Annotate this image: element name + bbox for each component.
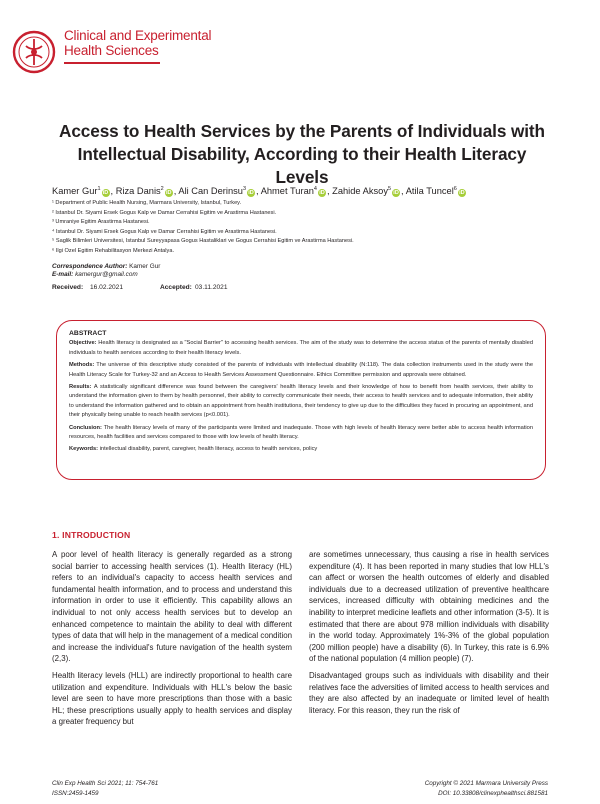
author-name: Zahide Aksoy [332,186,388,196]
footer-left [52,779,158,798]
author-affil-sup: 6 [453,186,457,192]
paragraph: Health literacy levels (HLL) are indirectly proportional to health care utilization and expenditure. Individuals with HLL's below the basic level are seen to have more prescriptions than those with a basic HL; these prescriptions usually apply to health services and display a greater frequency but [52,670,292,727]
correspondence-name: Kamer Gur [129,263,161,270]
affiliations [52,199,552,257]
accepted-label: Accepted: [160,284,192,291]
methods-label: Methods: [69,362,95,369]
journal-name-line1: Clinical and Experimental [64,28,212,43]
paragraph: Disadvantaged groups such as individuals with disability and their relatives face the adversities of limited access to health services and they are also affected by an inadequate or limited level of health literacy. For this reason, they run the risk of [309,670,549,715]
footer-citation: Clin Exp Health Sci 2021; 11: 754-761 [52,780,159,787]
author-list: Kamer Gur$^1$iD , Riza Danis$^2$iD , Ali Can Derinsu$^3$iD , Ahmet Turan$^4$iD , Zahide Aksoy$^5$iD , Atila Tuncel$^6$iD [52,183,552,197]
affiliation: ⁴ Istanbul Dr. Siyami Ersek Gogus Kalp ve Damar Cerrahisi Egitim ve Arastirma Hastanesi. [52,228,277,235]
orcid-icon[interactable]: iD [248,190,254,196]
section-heading-introduction: 1. INTRODUCTION [52,530,131,540]
correspondence [52,263,160,279]
author-affil-sup: 4 [313,186,317,192]
author[interactable] [332,186,401,196]
author[interactable] [178,186,256,196]
author[interactable] [406,186,467,196]
author-name: Ahmet Turan [260,186,314,196]
journal-name-line2: Health Sciences [64,43,159,58]
footer-copyright: Copyright © 2021 Marmara University Press [424,780,548,787]
orcid-icon[interactable]: iD [393,190,399,196]
author-affil-sup: 2 [160,186,164,192]
journal-name [64,28,211,58]
affiliation: ² Istanbul Dr. Siyami Ersek Gogus Kalp ve Damar Cerrahisi Egitim ve Arastirma Hastanesi. [52,209,277,216]
author-affil-sup: 5 [387,186,392,192]
abstract-results [69,383,533,421]
orcid-icon[interactable]: iD [102,190,109,196]
author-name: Kamer Gur [52,186,98,196]
conclusion-label: Conclusion: [69,424,102,431]
received-date: 16.02.2021 [90,284,124,291]
footer-issn: ISSN:2459-1459 [52,789,99,797]
email-link[interactable]: kamergur@gmail.com [75,271,138,279]
author-name: Ali Can Derinsu [178,186,243,196]
author[interactable] [116,186,174,196]
orcid-icon[interactable]: iD [165,190,172,196]
keywords-text: intellectual disability, parent, caregiver, health literacy, access to health services, policy [99,446,318,453]
header-rule [64,62,160,64]
author-affil-sup: 3 [242,186,247,192]
keywords-label: Keywords: [69,446,99,453]
methods-text: The universe of this descriptive study consisted of the parents of individuals with intellectual disability (N:118). The data collection instruments used in the study were the Health Literacy Scale for Turkey-32 and an Access to Health Services Assessment Questionnaire. Ethics Committee permission and approvals were obtained. [69,362,533,378]
paragraph: are sometimes unnecessary, thus causing a rise in health services expenditure (4). It has been reported in many studies that low HLL's can affect or worsen the health outcomes of elderly and disabled individuals due to a decreased utilization of preventive healthcare services, increased difficulty with obtaining medicines and the inability to interpret medicine leaflets and other information (3-5). It is estimated that there are about 978 million individuals with disability in the world today. Approximately 1%-3% of the global population (200 million people) have a disability (6). In Turkey, this rate is 6.9% of the national population (4 million people) (7). [309,550,549,664]
results-label: Results: [69,384,92,391]
orcid-icon[interactable]: iD [319,190,325,196]
email-label: E-mail: [52,271,74,279]
author[interactable] [261,186,327,196]
abstract-heading: ABSTRACT [69,330,107,337]
abstract-methods [69,361,533,380]
affiliation: ⁶ Ilgi Ozel Egitim Rehabilitasyon Merkezi Antalya. [52,247,174,254]
affiliation: ⁵ Saglik Bilimleri Universitesi, Istanbul Sureyyapasa Gogus Hastaliklari ve Gogus Cerrahisi Egitim ve Arastirma Hastanesi. [52,238,354,245]
author-name: Atila Tuncel [405,186,454,196]
accepted-date: 03.11.2021 [195,284,228,291]
article-title: Access to Health Services by the Parents of Individuals with Intellectual Disability, According to their Health Literacy Levels [59,121,545,187]
author[interactable] [52,186,111,196]
paragraph: A poor level of health literacy is generally regarded as a strong social barrier to accessing health services (1). Health literacy (HL) refers to an individual's capacity to access health services and fundamental health information, and to process and understand this information in order to use it efficiently. This capability allows an individual to not only access health services but to develop an enhanced competence to maintain the ability to deal with different types of data that will help in the management of a medical condition and increase the individual's future navigation of the health system (2,3). [52,550,292,664]
journal-header [12,26,312,82]
correspondence-label: Correspondence Author: [52,263,128,270]
footer-right [425,779,548,798]
author-affil-sup: 1 [97,186,101,192]
abstract-objective [69,339,533,358]
conclusion-text: The health literacy levels of many of the participants were limited and inadequate. Those with high levels of health literacy were better able to access health information resources, health facilities and services compared to those with low levels of health literacy. [69,424,533,441]
body-column-left [52,549,292,733]
footer-doi[interactable]: DOI: 10.33808/clinexphealthsci.881581 [438,789,548,797]
objective-label: Objective: [69,340,97,347]
abstract-conclusion [69,424,533,443]
results-text: A statistically significant difference was found between the caregivers' health literacy levels and their knowledge of how to benefit from health services, their ability to understand the information given to them by health personnel, their ability to correctly communicate their needs, their access to health services and to adequate information, their ability to understand the information gathered and to obtain an appointment from health institutions, their tendency to give up due to the difficulties they faced in procuring an appointment, and their physically being unable to reach health services (p<0.001). [69,384,533,419]
affiliation: ¹ Department of Public Health Nursing, Marmara University, Istanbul, Turkey. [52,200,242,206]
received-label: Received: [52,284,84,291]
body-column-right [309,549,549,721]
author-name: Riza Danis [115,186,161,196]
abstract-keywords [69,445,533,454]
abstract-box [56,320,546,480]
affiliation: ³ Umraniye Egitim Arastirma Hastanesi. [52,219,150,226]
journal-logo-icon [12,30,56,74]
orcid-icon[interactable]: iD [459,190,465,196]
objective-text: Health literacy is designated as a "Social Barrier" to accessing health services. The aim of the study was to determine the access status of the parents of mentally disabled individuals to health services according to their health literacy levels. [69,340,533,356]
